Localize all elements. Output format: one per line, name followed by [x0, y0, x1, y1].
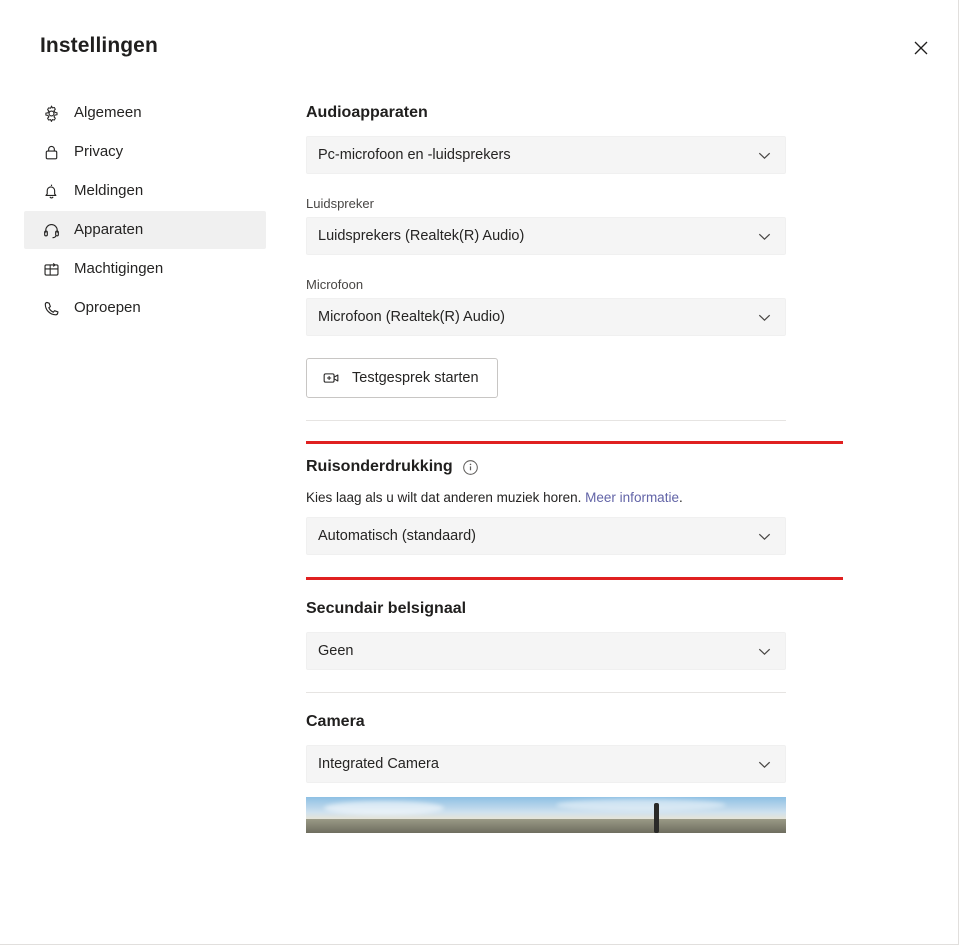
chevron-down-icon	[756, 137, 773, 173]
speaker-value: Luidsprekers (Realtek(R) Audio)	[318, 228, 525, 244]
chevron-down-icon	[756, 633, 773, 669]
close-icon[interactable]	[904, 32, 938, 64]
sidebar-item-privacy[interactable]	[24, 133, 266, 171]
sidebar-item-apparaten[interactable]	[24, 211, 266, 249]
test-call-icon	[321, 368, 341, 388]
speaker-select[interactable]	[306, 217, 786, 255]
window-titlebar	[0, 0, 958, 86]
permissions-icon	[40, 258, 62, 280]
secondary-ringer-heading-label: Secundair belsignaal	[306, 600, 467, 617]
camera-preview	[306, 797, 786, 833]
sidebar-item-oproepen[interactable]	[24, 289, 266, 327]
devices-panel	[282, 86, 958, 945]
camera-select[interactable]	[306, 745, 786, 783]
audio-devices-heading	[306, 104, 958, 122]
audio-device-value: Pc-microfoon en -luidsprekers	[318, 147, 511, 163]
secondary-ringer-select[interactable]	[306, 632, 786, 670]
camera-preview-cloud	[556, 799, 726, 811]
sidebar-item-algemeen[interactable]	[24, 94, 266, 132]
camera-heading-label: Camera	[306, 713, 365, 730]
sidebar-item-label: Apparaten	[74, 221, 144, 238]
microphone-label: Microfoon	[306, 277, 364, 292]
sidebar-item-label: Meldingen	[74, 182, 144, 199]
sidebar-item-label: Oproepen	[74, 299, 141, 316]
chevron-down-icon	[756, 299, 773, 335]
camera-preview-cloud	[324, 801, 444, 815]
secondary-ringer-value: Geen	[318, 643, 354, 659]
start-test-call-label: Testgesprek starten	[352, 370, 479, 386]
noise-suppression-value: Automatisch (standaard)	[318, 528, 476, 544]
headset-icon	[40, 219, 62, 241]
lock-icon	[40, 141, 62, 163]
noise-suppression-helper-text: Kies laag als u wilt dat anderen muziek horen.	[306, 490, 582, 505]
camera-preview-ground	[306, 819, 786, 833]
sidebar-item-label: Machtigingen	[74, 260, 164, 277]
sidebar-item-label: Privacy	[74, 143, 124, 160]
camera-value: Integrated Camera	[318, 756, 439, 772]
noise-suppression-heading-label: Ruisonderdrukking	[306, 458, 453, 475]
audio-devices-heading-label: Audioapparaten	[306, 104, 428, 121]
info-icon[interactable]	[462, 459, 479, 476]
noise-suppression-helper	[306, 490, 958, 505]
secondary-ringer-heading	[306, 600, 958, 618]
sidebar-item-label: Algemeen	[74, 104, 142, 121]
sidebar-item-meldingen[interactable]	[24, 172, 266, 210]
bell-icon	[40, 180, 62, 202]
camera-preview-subject	[654, 803, 659, 833]
noise-suppression-heading	[306, 458, 958, 476]
gear-icon	[40, 102, 62, 124]
chevron-down-icon	[756, 746, 773, 782]
settings-body	[0, 86, 958, 945]
camera-heading	[306, 713, 958, 731]
noise-suppression-learn-more-link[interactable]: Meer informatie	[585, 490, 679, 505]
audio-device-select[interactable]	[306, 136, 786, 174]
chevron-down-icon	[756, 218, 773, 254]
chevron-down-icon	[756, 518, 773, 554]
noise-suppression-helper-suffix: .	[678, 490, 683, 505]
divider	[306, 420, 786, 421]
microphone-select[interactable]	[306, 298, 786, 336]
phone-icon	[40, 297, 62, 319]
page-title: Instellingen	[40, 34, 158, 57]
microphone-value: Microfoon (Realtek(R) Audio)	[318, 309, 505, 325]
settings-sidebar	[0, 86, 282, 945]
start-test-call-button[interactable]	[306, 358, 498, 398]
sidebar-item-machtigingen[interactable]	[24, 250, 266, 288]
speaker-label: Luidspreker	[306, 196, 374, 211]
noise-suppression-select[interactable]	[306, 517, 786, 555]
divider	[306, 692, 786, 693]
